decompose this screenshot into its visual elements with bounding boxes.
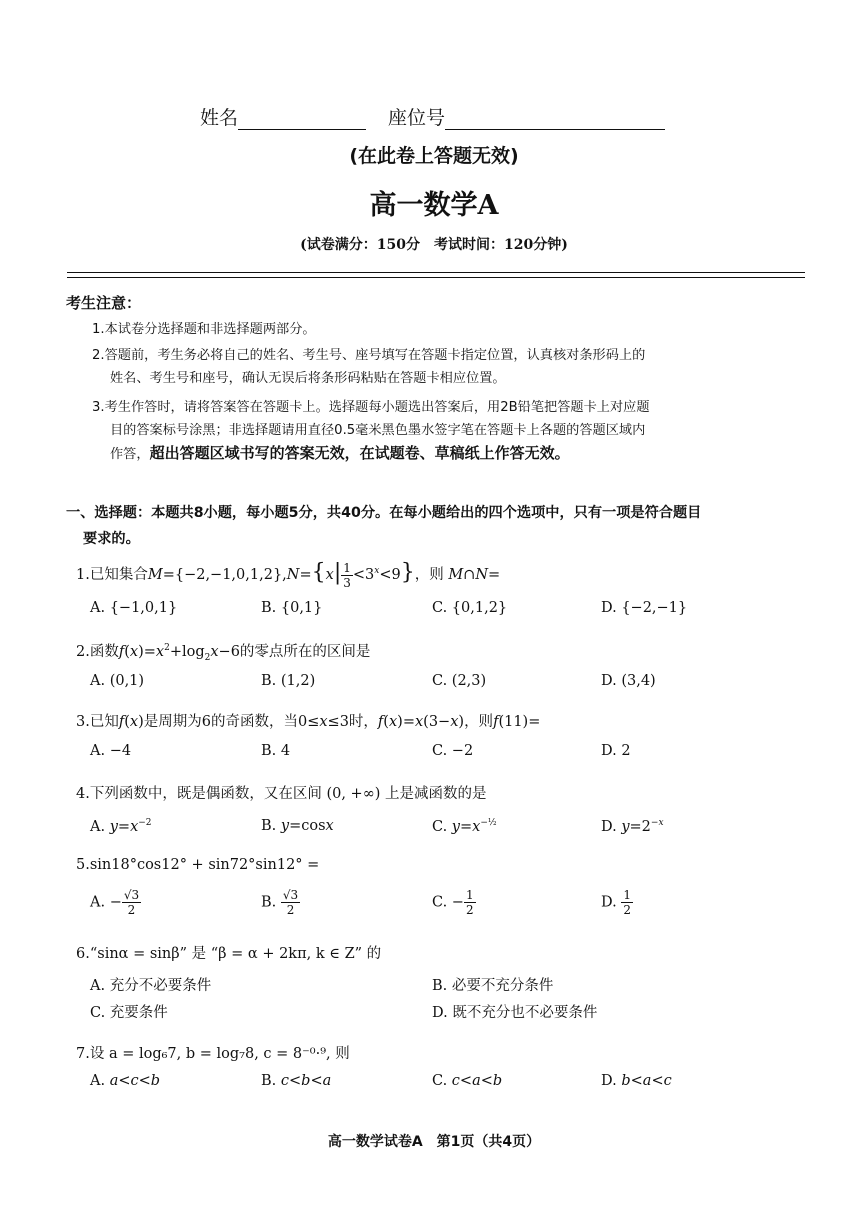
question-1-option-a[interactable]: A. {−1,0,1} (90, 600, 178, 616)
question-7-option-c[interactable]: C. c<a<b (432, 1073, 503, 1089)
notes-heading: 考生注意： (66, 294, 142, 312)
note-2-line-1: 2.答题前，考生务必将自己的姓名、考生号、座号填写在答题卡指定位置，认真核对条形码上的 (92, 348, 646, 363)
question-3-option-d[interactable]: D. 2 (601, 743, 631, 759)
question-4-option-a[interactable]: A. $y=x^{-2}$ (90, 818, 152, 835)
question-1-option-d[interactable]: D. {−2,−1} (601, 600, 688, 616)
question-6-option-c[interactable]: C. 充要条件 (90, 1005, 168, 1021)
question-5-option-c[interactable]: C. − $\frac{1}{2}$ (432, 888, 474, 917)
note-2-line-2: 姓名、考生号和座号，确认无误后将条形码粘贴在答题卡相应位置。 (110, 371, 506, 386)
question-7-option-b[interactable]: B. c<b<a (261, 1073, 332, 1089)
page-footer: 高一数学试卷A 第1页（共4页） (327, 1134, 541, 1150)
note-item-3 (92, 396, 807, 466)
question-5-stem: 5.sin18°cos12° + sin72°sin12° = (76, 857, 320, 873)
section-1-heading: 一、选择题：本题共8小题，每小题5分，共40分。在每小题给出的四个选项中，只有一项是符合题目 要求的。 (66, 505, 702, 547)
question-4-option-b[interactable]: B. y=cosx (261, 818, 334, 834)
divider-bottom (67, 277, 805, 278)
note-3-bold-warning: 超出答题区域书写的答案无效，在试题卷、草稿纸上作答无效。 (149, 444, 570, 462)
question-6-option-d[interactable]: D. 既不充分也不必要条件 (432, 1005, 598, 1021)
note-3-line-1: 3.考生作答时，请将答案答在答题卡上。选择题每小题选出答案后，用2B铅笔把答题卡上对应题 (92, 400, 650, 415)
candidate-info-row (200, 103, 665, 130)
name-label: 姓名 (200, 107, 239, 129)
question-7-stem: 7.设 a = log₆7, b = log₇8, c = 8⁻⁰·⁹, 则 (76, 1046, 350, 1062)
question-1-stem: 1.已知集合M={−2,−1,0,1,2},N={x| $\frac{1}{3}$ $<3^x<9$}，则 M∩N= (76, 560, 501, 590)
question-5-option-d[interactable]: D. $\frac{1}{2}$ (601, 888, 631, 917)
question-4-option-d[interactable]: D. $y=2^{-x}$ (601, 818, 664, 835)
question-6-stem: 6.“sinα = sinβ” 是 “β = α + 2kπ, k ∈ Z” 的 (76, 946, 382, 962)
question-2-option-c[interactable]: C. (2,3) (432, 673, 487, 689)
question-3-stem: 3.已知f(x)是周期为6的奇函数，当0≤x≤3时，f(x)=x(3−x)，则f(11)= (76, 714, 541, 730)
note-item-2 (92, 344, 807, 390)
page-title: 高一数学A (369, 190, 499, 221)
question-3-option-c[interactable]: C. −2 (432, 743, 474, 759)
seat-label: 座位号 (388, 107, 446, 129)
note-1-text: 1.本试卷分选择题和非选择题两部分。 (92, 322, 316, 337)
exam-info: (试卷满分：150分 考试时间：120分钟) (300, 237, 568, 253)
question-3-option-a[interactable]: A. −4 (90, 743, 132, 759)
question-6-option-a[interactable]: A. 充分不必要条件 (90, 978, 212, 994)
question-2-option-d[interactable]: D. (3,4) (601, 673, 656, 689)
question-7-option-d[interactable]: D. b<a<c (601, 1073, 672, 1089)
note-3-line-2: 目的答案标号涂黑；非选择题请用直径0.5毫米黑色墨水签字笔在答题卡上各题的答题区域内 (110, 423, 646, 438)
question-1-option-b[interactable]: B. {0,1} (261, 600, 323, 616)
question-6-option-b[interactable]: B. 必要不充分条件 (432, 978, 554, 994)
question-3-option-b[interactable]: B. 4 (261, 743, 291, 759)
question-4-stem: 4.下列函数中，既是偶函数，又在区间 (0, +∞) 上是减函数的是 (76, 786, 487, 802)
note-3-line-3: 作答，超出答题区域书写的答案无效，在试题卷、草稿纸上作答无效。 (110, 444, 570, 462)
name-blank[interactable] (238, 109, 366, 130)
question-2-stem: 2.函数$f(x)=x^2+\log_2x-6$的零点所在的区间是 (76, 643, 371, 663)
question-2-option-b[interactable]: B. (1,2) (261, 673, 316, 689)
seat-blank[interactable] (445, 109, 665, 130)
question-7-option-a[interactable]: A. a<c<b (90, 1073, 161, 1089)
question-5-option-b[interactable]: B. $\frac{√3}{2}$ (261, 888, 299, 917)
divider-top (67, 272, 805, 273)
question-4-option-c[interactable]: C. $y=x^{-\frac{1}{2}}$ (432, 818, 497, 835)
question-1-option-c[interactable]: C. {0,1,2} (432, 600, 508, 616)
note-item-1 (92, 318, 807, 341)
question-5-option-a[interactable]: A. − $\frac{√3}{2}$ (90, 888, 140, 917)
invalid-notice: (在此卷上答题无效) (349, 145, 519, 167)
question-2-option-a[interactable]: A. (0,1) (90, 673, 145, 689)
